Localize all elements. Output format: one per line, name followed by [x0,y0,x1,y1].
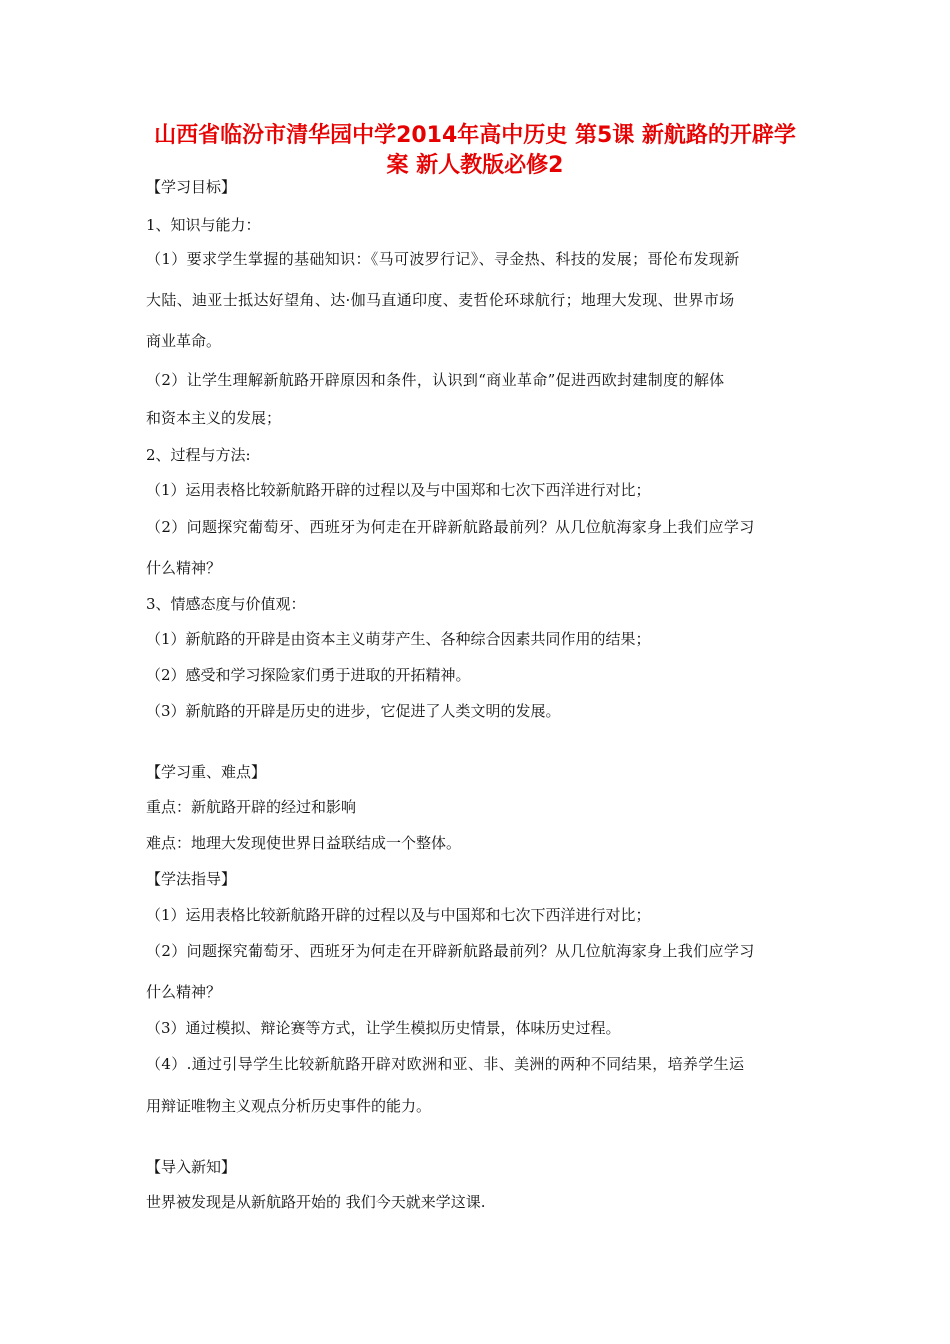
paragraph-line: 用辩证唯物主义观点分析历史事件的能力。 [146,1097,432,1115]
paragraph-line: （1）要求学生掌握的基础知识：《马可波罗行记》、寻金热、科技的发展；哥伦布发现新 [146,250,740,268]
paragraph-line: （1）新航路的开辟是由资本主义萌芽产生、各种综合因素共同作用的结果； [146,630,651,648]
section-heading-learning-objectives: 【学习目标】 [146,178,237,196]
paragraph-line: 世界被发现是从新航路开始的 我们今天就来学这课. [146,1193,486,1211]
subheading-process-method: 2、过程与方法: [146,446,251,464]
paragraph-line: （2）问题探究葡萄牙、西班牙为何走在开辟新航路最前列？从几位航海家身上我们应学习 [146,518,755,536]
paragraph-line: 难点：地理大发现使世界日益联结成一个整体。 [146,834,462,852]
document-title-line-1: 山西省临汾市清华园中学2014年高中历史 第5课 新航路的开辟学 [154,123,796,148]
paragraph-line: 大陆、迪亚士抵达好望角、达·伽马直通印度、麦哲伦环球航行；地理大发现、世界市场 [146,291,735,309]
paragraph-line: （2）让学生理解新航路开辟原因和条件，认识到“商业革命”促进西欧封建制度的解体 [146,371,725,389]
paragraph-line: （3）通过模拟、辩论赛等方式，让学生模拟历史情景，体味历史过程。 [146,1019,621,1037]
paragraph-line: 和资本主义的发展； [146,409,282,427]
paragraph-line: 重点：新航路开辟的经过和影响 [146,798,357,816]
document-title-line-2: 案 新人教版必修2 [386,153,564,178]
section-heading-key-points: 【学习重、难点】 [146,763,267,781]
paragraph-line: 商业革命。 [146,332,222,350]
subheading-knowledge-ability: 1、知识与能力： [146,216,261,234]
paragraph-line: （2）感受和学习探险家们勇于进取的开拓精神。 [146,666,471,684]
paragraph-line: 什么精神？ [146,559,222,577]
paragraph-line: （2）问题探究葡萄牙、西班牙为何走在开辟新航路最前列？从几位航海家身上我们应学习 [146,942,755,960]
section-heading-study-method: 【学法指导】 [146,870,237,888]
paragraph-line: （4）.通过引导学生比较新航路开辟对欧洲和亚、非、美洲的两种不同结果，培养学生运 [146,1055,745,1073]
subheading-emotion-values: 3、情感态度与价值观： [146,595,306,613]
section-heading-introduction: 【导入新知】 [146,1158,237,1176]
paragraph-line: 什么精神？ [146,983,222,1001]
paragraph-line: （3）新航路的开辟是历史的进步，它促进了人类文明的发展。 [146,702,561,720]
paragraph-line: （1）运用表格比较新航路开辟的过程以及与中国郑和七次下西洋进行对比； [146,906,651,924]
paragraph-line: （1）运用表格比较新航路开辟的过程以及与中国郑和七次下西洋进行对比； [146,481,651,499]
